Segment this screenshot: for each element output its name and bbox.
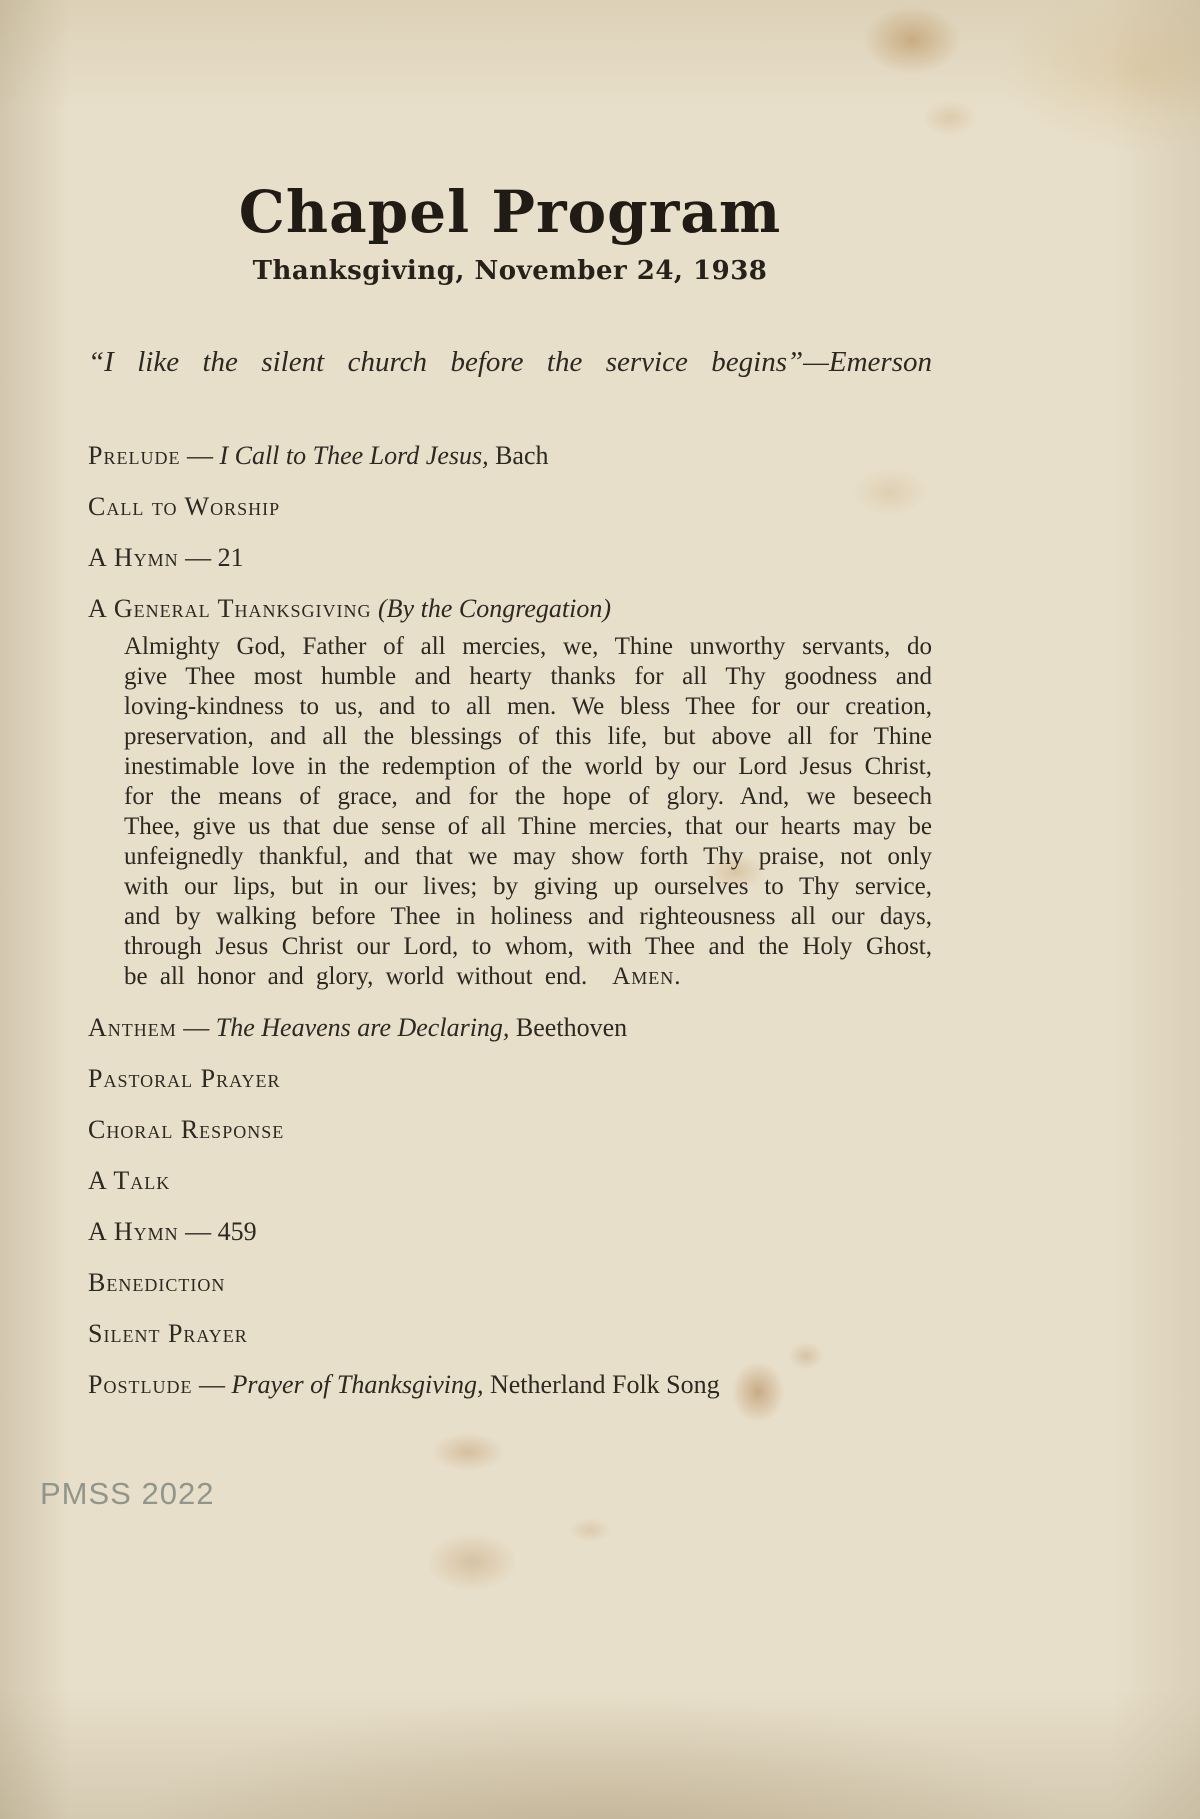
program-item-line: Postlude — Prayer of Thanksgiving, Netherland Folk Song — [88, 1370, 720, 1399]
program-item — [88, 1013, 932, 1043]
document-title: Chapel Program — [238, 178, 782, 246]
program-item — [88, 1166, 932, 1196]
program-item — [88, 1115, 932, 1145]
program-item-line: A Hymn — 21 — [88, 543, 244, 572]
program-item-line: Silent Prayer — [88, 1319, 248, 1348]
program-item — [88, 1370, 932, 1400]
program-item-line: Choral Response — [88, 1115, 285, 1144]
program-item — [88, 543, 932, 573]
program-item-line: A Talk — [88, 1166, 171, 1195]
program-item-line: A General Thanksgiving (By the Congregation) — [88, 594, 611, 623]
program-item-line: Pastoral Prayer — [88, 1064, 281, 1093]
program-item — [88, 1319, 932, 1349]
epigraph-quote: “I like the silent church before the service begins”—Emerson — [88, 346, 932, 378]
program-item — [88, 1268, 932, 1298]
program-item-line: Benediction — [88, 1268, 226, 1297]
program-item — [88, 1064, 932, 1094]
watermark-pmss: PMSS 2022 — [40, 1476, 215, 1511]
program-list — [88, 441, 932, 1400]
congregation-prayer-text: Almighty God, Father of all mercies, we, Thine unworthy servants, do give Thee most humble and hearty thanks for all Thy goodness and loving-kindness to us, and to all men. We bless Thee for our creation, preservation, and all the blessings of this life, but above all for Thine inestimable love in the redemption of the world by our Lord Jesus Christ, for the means of grace, and for the hope of glory. And, we beseech Thee, give us that due sense of all Thine mercies, that our hearts may be unfeignedly thankful, and that we may show forth Thy praise, not only with our lips, but in our lives; by giving up ourselves to Thy service, and by walking before Thee in holiness and righteousness all our days, through Jesus Christ our Lord, to whom, with Thee and the Holy Ghost, be all honor and glory, world without end. Amen. — [124, 633, 932, 990]
program-item — [88, 492, 932, 522]
document-date: Thanksgiving, November 24, 1938 — [252, 256, 768, 286]
program-item-line: Anthem — The Heavens are Declaring, Beethoven — [88, 1013, 628, 1042]
amen-text: Amen. — [612, 963, 682, 990]
program-item-line: Call to Worship — [88, 492, 281, 521]
program-item-line: Prelude — I Call to Thee Lord Jesus, Bach — [88, 441, 549, 470]
program-item-line: A Hymn — 459 — [88, 1217, 257, 1246]
document-sheet — [88, 0, 932, 1421]
program-item — [88, 441, 932, 471]
program-item — [88, 594, 932, 992]
program-item — [88, 1217, 932, 1247]
